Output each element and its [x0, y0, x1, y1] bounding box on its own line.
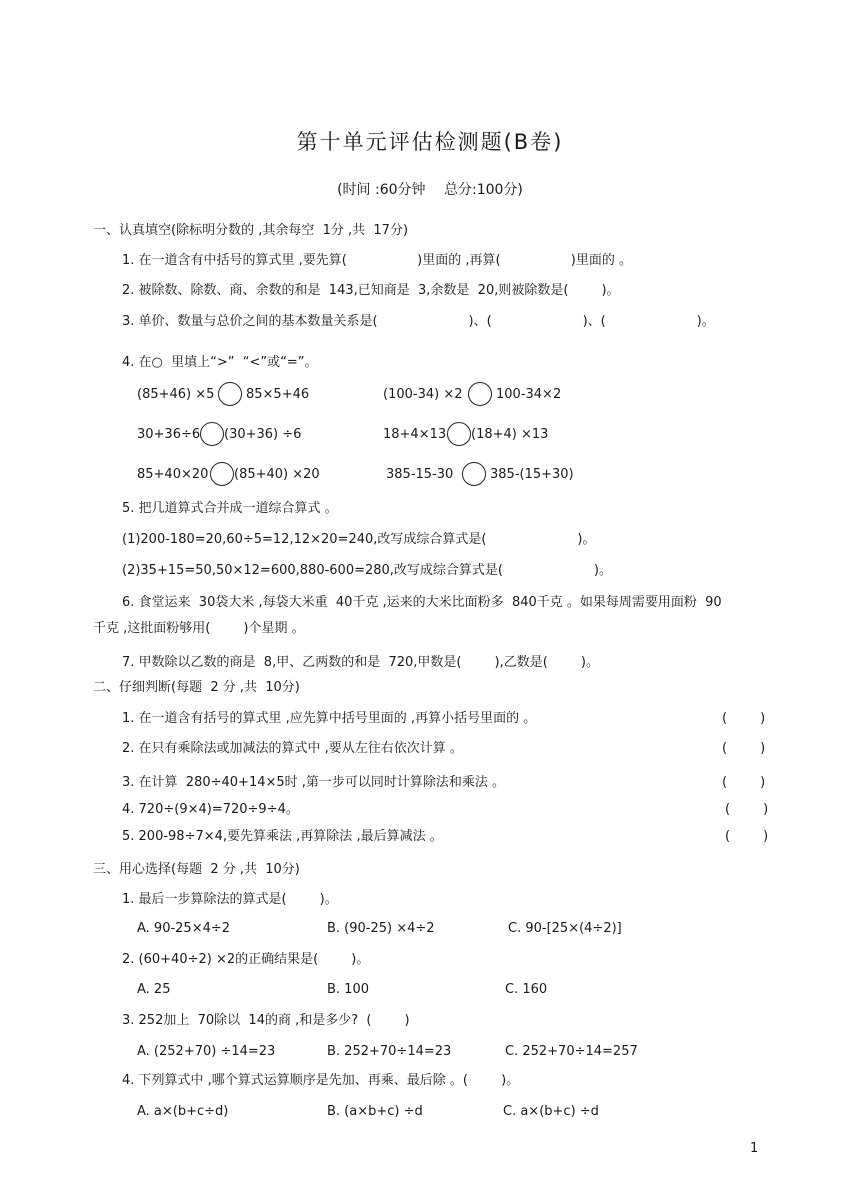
compare-circle[interactable]: [200, 422, 224, 446]
question-1-1: 1. 在一道含有中括号的算式里 ,要先算( )里面的 ,再算( )里面的 。: [122, 253, 632, 268]
judge-4: 4. 720÷(9×4)=720÷9÷4。: [122, 802, 299, 817]
judge-2: 2. 在只有乘除法或加减法的算式中 ,要从左往右依次计算 。: [122, 741, 463, 756]
compare-1-left: (85+46) ×5: [137, 387, 215, 402]
answer-paren: ( ): [722, 741, 766, 756]
compare-6-right: 385-(15+30): [490, 467, 574, 482]
judge-5: 5. 200-98÷7×4,要先算乘法 ,再算除法 ,最后算减法 。: [122, 829, 443, 844]
choice-4-option-b: B. (a×b+c) ÷d: [327, 1104, 423, 1119]
section-2-heading: 二、仔细判断(每题 2 分 ,共 10分): [93, 680, 300, 695]
question-1-7: 7. 甲数除以乙数的商是 8,甲、乙两数的和是 720,甲数是( ),乙数是( )。: [122, 655, 599, 670]
compare-3-right: (30+36) ÷6: [224, 427, 302, 442]
compare-2-right: 100-34×2: [496, 387, 562, 402]
choice-3-option-a: A. (252+70) ÷14=23: [137, 1044, 276, 1059]
compare-1-right: 85×5+46: [246, 387, 310, 402]
page-title: 第十单元评估检测题(B卷): [296, 130, 564, 154]
question-1-5-part-1: (1)200-180=20,60÷5=12,12×20=240,改写成综合算式是( )。: [122, 532, 596, 547]
judge-1: 1. 在一道含有括号的算式里 ,应先算中括号里面的 ,再算小括号里面的 。: [122, 711, 537, 726]
question-1-3: 3. 单价、数量与总价之间的基本数量关系是( )、( )、( )。: [122, 314, 715, 329]
compare-5-right: (85+40) ×20: [234, 467, 320, 482]
answer-paren: ( ): [722, 711, 766, 726]
question-1-6-line-1: 6. 食堂运来 30袋大米 ,每袋大米重 40千克 ,运来的大米比面粉多 840千克 。如果每周需要用面粉 90: [122, 595, 722, 610]
section-3-heading: 三、用心选择(每题 2 分 ,共 10分): [93, 862, 300, 877]
compare-circle[interactable]: [210, 462, 234, 486]
choice-4-option-a: A. a×(b+c÷d): [137, 1104, 229, 1119]
choice-2-option-c: C. 160: [505, 982, 548, 997]
page-subtitle: (时间 :60分钟 总分:100分): [337, 182, 523, 198]
question-1-4: 4. 在○ 里填上“>” “<”或“=”。: [122, 355, 318, 370]
choice-1-option-c: C. 90-[25×(4÷2)]: [508, 921, 622, 936]
answer-paren: ( ): [725, 829, 769, 844]
question-1-2: 2. 被除数、除数、商、余数的和是 143,已知商是 3,余数是 20,则被除数是( )。: [122, 283, 620, 298]
compare-5-left: 85+40×20: [137, 467, 209, 482]
question-1-5-part-2: (2)35+15=50,50×12=600,880-600=280,改写成综合算式是( )。: [122, 563, 612, 578]
compare-circle[interactable]: [468, 382, 492, 406]
section-1-heading: 一、认真填空(除标明分数的 ,其余每空 1分 ,共 17分): [93, 223, 409, 238]
choice-4: 4. 下列算式中 ,哪个算式运算顺序是先加、再乘、最后除 。( )。: [122, 1073, 520, 1088]
choice-1-option-b: B. (90-25) ×4÷2: [327, 921, 435, 936]
compare-circle[interactable]: [447, 422, 471, 446]
question-1-5: 5. 把几道算式合并成一道综合算式 。: [122, 501, 338, 516]
compare-4-right: (18+4) ×13: [471, 427, 549, 442]
choice-1: 1. 最后一步算除法的算式是( )。: [122, 892, 338, 907]
choice-3-option-c: C. 252+70÷14=257: [505, 1044, 638, 1059]
compare-3-left: 30+36÷6: [137, 427, 201, 442]
choice-3-option-b: B. 252+70÷14=23: [327, 1044, 452, 1059]
choice-2-option-a: A. 25: [137, 982, 171, 997]
choice-3: 3. 252加上 70除以 14的商 ,和是多少? ( ): [122, 1013, 410, 1028]
judge-3: 3. 在计算 280÷40+14×5时 ,第一步可以同时计算除法和乘法 。: [122, 775, 506, 790]
compare-circle[interactable]: [218, 382, 242, 406]
choice-1-option-a: A. 90-25×4÷2: [137, 921, 231, 936]
compare-circle[interactable]: [462, 462, 486, 486]
choice-4-option-c: C. a×(b+c) ÷d: [503, 1104, 599, 1119]
choice-2-option-b: B. 100: [327, 982, 369, 997]
compare-4-left: 18+4×13: [383, 427, 447, 442]
question-1-6-line-2: 千克 ,这批面粉够用( )个星期 。: [93, 621, 305, 636]
choice-2: 2. (60+40÷2) ×2的正确结果是( )。: [122, 952, 370, 967]
answer-paren: ( ): [725, 802, 769, 817]
compare-6-left: 385-15-30: [386, 467, 454, 482]
answer-paren: ( ): [722, 775, 766, 790]
page-number: 1: [750, 1141, 759, 1156]
compare-2-left: (100-34) ×2: [383, 387, 463, 402]
